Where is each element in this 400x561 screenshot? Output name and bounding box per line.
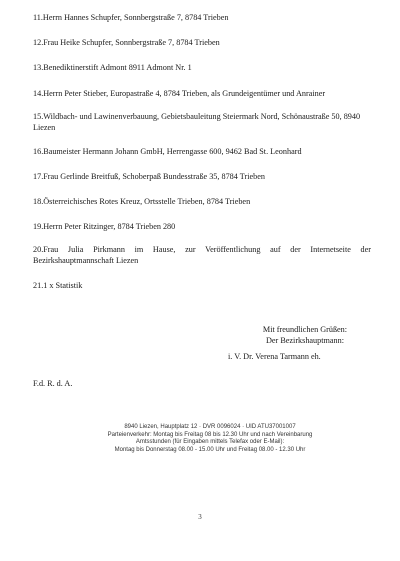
recipient-20: 20.Frau Julia Pirkmann im Hause, zur Veröffentlichung auf der Internetseite der Bezirkshauptmannschaft Liezen bbox=[33, 245, 371, 265]
recipient-15: 15.Wildbach- und Lawinenverbauung, Gebietsbauleitung Steiermark Nord, Schönaustraße 50, 8940 Liezen bbox=[33, 112, 361, 132]
greeting-line: Mit freundlichen Grüßen: bbox=[262, 325, 348, 334]
signature-line: i. V. Dr. Verena Tarmann eh. bbox=[228, 352, 321, 361]
recipient-17: 17.Frau Gerlinde Breitfuß, Schoberpaß Bundesstraße 35, 8784 Trieben bbox=[33, 172, 265, 181]
recipient-18: 18.Österreichisches Rotes Kreuz, Ortsstelle Trieben, 8784 Trieben bbox=[33, 197, 251, 206]
page-number: 3 bbox=[198, 513, 202, 521]
footer bbox=[80, 424, 340, 454]
closing-greeting bbox=[240, 325, 370, 346]
recipient-13: 13.Benediktinerstift Admont 8911 Admont Nr. 1 bbox=[33, 63, 192, 72]
fdra-note: F.d. R. d. A. bbox=[33, 379, 73, 388]
recipient-16: 16.Baumeister Hermann Johann GmbH, Herrengasse 600, 9462 Bad St. Leonhard bbox=[33, 147, 302, 156]
recipient-21: 21.1 x Statistik bbox=[33, 281, 83, 290]
recipient-11: 11.Herrn Hannes Schupfer, Sonnbergstraße 7, 8784 Trieben bbox=[33, 13, 229, 22]
footer-address: 8940 Liezen, Hauptplatz 12 · DVR 0096024 · UID ATU37001007 bbox=[124, 424, 296, 430]
footer-office-hours: Montag bis Donnerstag 08.00 - 15.00 Uhr und Freitag 08.00 - 12.30 Uhr bbox=[114, 446, 306, 453]
footer-office-hours-title: Amtsstunden (für Eingaben mittels Telefax oder E-Mail): bbox=[135, 439, 285, 446]
recipient-14: 14.Herrn Peter Stieber, Europastraße 4, 8784 Trieben, als Grundeigentümer und Anrainer bbox=[33, 89, 326, 98]
recipient-19: 19.Herrn Peter Ritzinger, 8784 Trieben 280 bbox=[33, 222, 176, 231]
authority-line: Der Bezirkshauptmann: bbox=[266, 335, 344, 345]
footer-hours: Parteienverkehr: Montag bis Freitag 08 bis 12.30 Uhr und nach Vereinbarung bbox=[107, 431, 313, 438]
recipient-12: 12.Frau Heike Schupfer, Sonnbergstraße 7, 8784 Trieben bbox=[33, 38, 220, 47]
